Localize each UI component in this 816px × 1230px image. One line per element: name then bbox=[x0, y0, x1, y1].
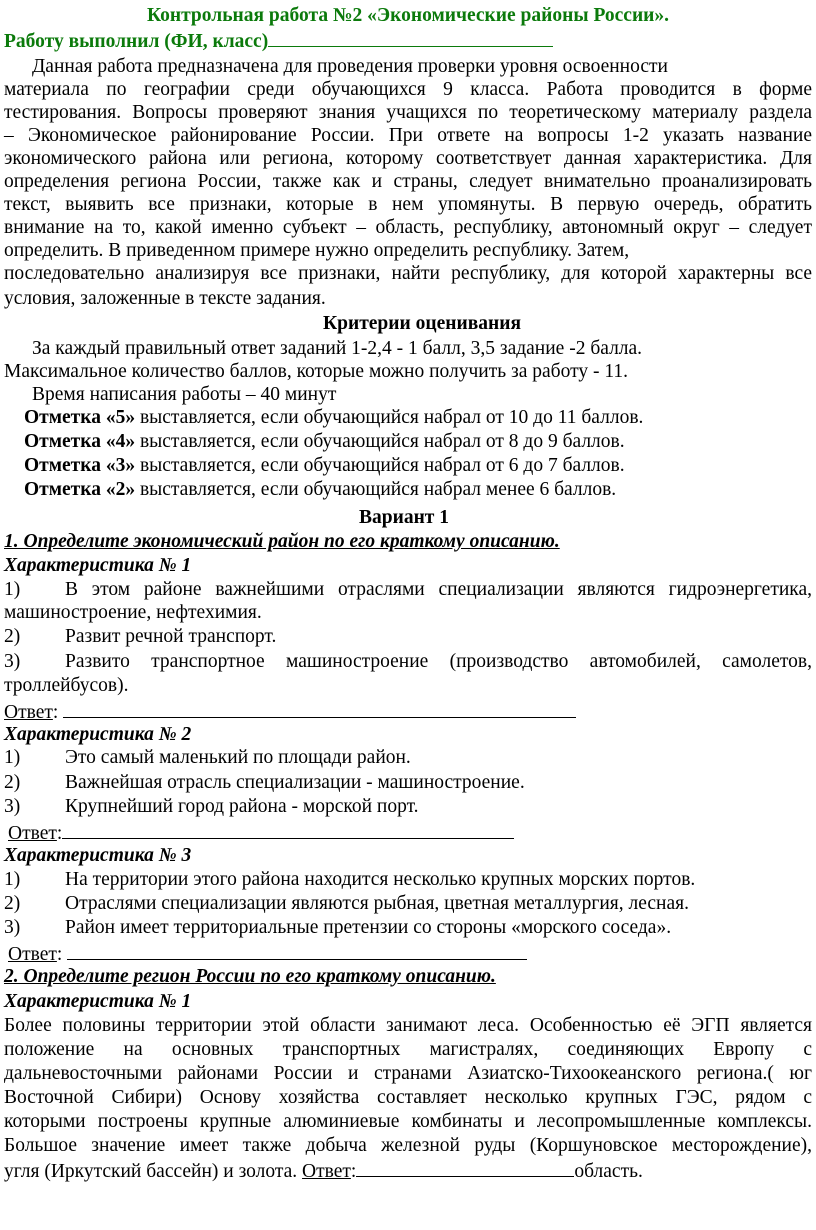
grade-3-text: выставляется, если обучающийся набрал от 6 до 7 баллов. bbox=[135, 455, 625, 476]
intro-line-5: экономического района или региона, которому соответствует данная характеристика. Для bbox=[4, 148, 812, 169]
grade-3-mark: Отметка «3» bbox=[24, 455, 136, 476]
task2-text-line-7: угля (Иркутский бассейн) и золота. Ответ: область. bbox=[4, 1158, 816, 1184]
student-name-line bbox=[4, 28, 816, 54]
task1-heading: 1. Определите экономический район по его краткому описанию. bbox=[4, 531, 560, 552]
task1-answer1: Ответ: bbox=[4, 699, 816, 725]
intro-line-10: последовательно анализируя все признаки, найти республику, для которой характерны все bbox=[4, 263, 812, 284]
answer4-blank[interactable] bbox=[356, 1158, 574, 1177]
grade-3 bbox=[24, 454, 816, 478]
intro-line-2: материала по географии среди обучающихся 9 класса. Работа проводится в форме bbox=[4, 79, 812, 100]
answer1-blank[interactable] bbox=[63, 699, 576, 718]
task1-char2-title: Характеристика № 2 bbox=[4, 724, 192, 745]
intro-line-4: – Экономическое районирование России. При ответе на вопросы 1-2 указать название bbox=[4, 125, 812, 146]
task1-char3-title: Характеристика № 3 bbox=[4, 845, 192, 866]
task1-answer3: Ответ: bbox=[8, 941, 816, 967]
grade-4-mark: Отметка «4» bbox=[24, 431, 136, 452]
task2-text-line-4: Восточной Сибири) Основу хозяйства составляет несколько крупных ГЭС, рядом с bbox=[4, 1087, 812, 1108]
intro-line-7: текст, выявить все признаки, которые в нем упомянуты. В первую очередь, обратить bbox=[4, 194, 812, 215]
intro-line-8: внимание на то, какой именно субъект – область, республику, автономный округ – следует bbox=[4, 217, 812, 238]
task1-char1-item3-cont: троллейбусов). bbox=[4, 675, 129, 696]
task1-char1-item1-cont: машиностроение, нефтехимия. bbox=[4, 602, 262, 623]
grade-4 bbox=[24, 430, 816, 454]
task2-text-line-2: положение на основных транспортных магистралях, соединяющих Европу с bbox=[4, 1039, 812, 1060]
task2-text-line-1: Более половины территории этой области занимают леса. Особенностью её ЭГП является bbox=[4, 1015, 812, 1036]
task2-heading: 2. Определите регион России по его краткому описанию. bbox=[4, 966, 496, 987]
criteria-heading: Критерии оценивания bbox=[322, 313, 522, 334]
student-name-blank[interactable] bbox=[268, 28, 553, 47]
answer3-blank[interactable] bbox=[67, 941, 527, 960]
grade-5-text: выставляется, если обучающийся набрал от 10 до 11 баллов. bbox=[135, 407, 644, 428]
task2-text-line-3: дальневосточными районами России и странами Азиатско-Тихоокеанского региона.( юг bbox=[4, 1063, 812, 1084]
intro-line-1: Данная работа предназначена для проведения проверки уровня освоенности bbox=[32, 56, 668, 77]
task2-text-line-6: Большое значение имеет также добыча железной руды (Коршуновское месторождение), bbox=[4, 1135, 812, 1156]
task2-text-line-5: которыми построены крупные алюминиевые комбинаты и лесопромышленные комплексы. bbox=[4, 1111, 812, 1132]
task1-char1-title: Характеристика № 1 bbox=[4, 555, 192, 576]
task2-char1-title: Характеристика № 1 bbox=[4, 991, 192, 1012]
task1-answer2: Ответ: bbox=[8, 820, 816, 846]
grade-2-mark: Отметка «2» bbox=[24, 479, 136, 500]
grade-5-mark: Отметка «5» bbox=[24, 407, 136, 428]
variant-heading: Вариант 1 bbox=[358, 507, 450, 528]
answer2-blank[interactable] bbox=[62, 820, 514, 839]
intro-line-6: определения региона России, также как и страны, следует внимательно проанализировать bbox=[4, 171, 812, 192]
intro-line-11: условия, заложенные в тексте задания. bbox=[4, 288, 326, 309]
criteria-points: За каждый правильный ответ заданий 1-2,4 - 1 балл, 3,5 задание -2 балла. bbox=[32, 338, 643, 359]
grade-4-text: выставляется, если обучающийся набрал от 8 до 9 баллов. bbox=[135, 431, 625, 452]
intro-line-3: тестирования. Вопросы проверяют знания учащихся по теоретическому материалу раздела bbox=[4, 102, 812, 123]
document-title: Контрольная работа №2 «Экономические районы России». bbox=[146, 5, 670, 26]
intro-line-9: определить. В приведенном примере нужно определить республику. Затем, bbox=[4, 240, 630, 261]
grade-2-text: выставляется, если обучающийся набрал менее 6 баллов. bbox=[135, 479, 617, 500]
criteria-max: Максимальное количество баллов, которые можно получить за работу - 11. bbox=[4, 361, 628, 382]
criteria-time: Время написания работы – 40 минут bbox=[32, 384, 337, 405]
grade-5 bbox=[24, 406, 816, 430]
student-label: Работу выполнил (ФИ, класс) bbox=[4, 31, 269, 52]
grade-2 bbox=[24, 478, 816, 502]
